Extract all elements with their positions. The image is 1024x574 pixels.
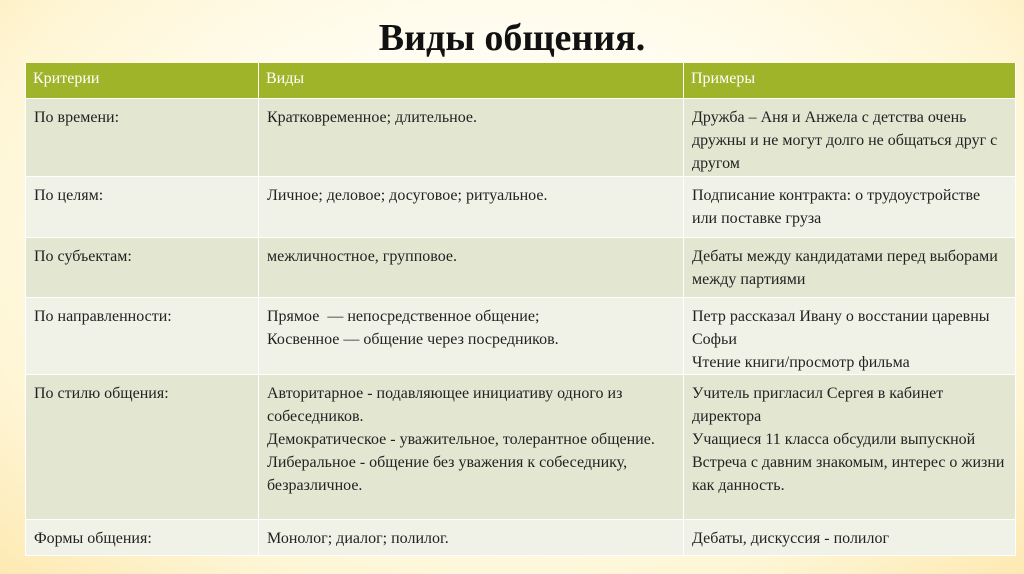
communication-types-table [25,63,1016,556]
types-cell [259,375,684,520]
types-line: Монолог; диалог; полилог. [267,530,449,547]
examples-cell [684,99,1016,177]
types-line: Либеральное - общение без уважения к собеседнику, безразличное. [267,454,632,494]
examples-cell [684,238,1016,298]
criterion-cell: По времени: [26,99,259,177]
examples-cell [684,298,1016,375]
header-examples: Примеры [684,63,1016,99]
header-criteria: Критерии [26,63,259,99]
table-row [26,177,1016,238]
example-line: Чтение книги/просмотр фильма [692,354,910,371]
examples-cell [684,177,1016,238]
types-cell [259,99,684,177]
criterion-cell: По стилю общения: [26,375,259,520]
criterion-cell: По субъектам: [26,238,259,298]
types-line: Авторитарное - подавляющее инициативу одного из собеседников. [267,385,627,425]
types-line: Косвенное — общение через посредников. [267,331,559,348]
table-row [26,520,1016,556]
table-row [26,298,1016,375]
types-line: Прямое — непосредственное общение; [267,308,540,325]
example-line: Учитель пригласил Сергея в кабинет директора [692,385,948,425]
examples-cell [684,375,1016,520]
table-row [26,99,1016,177]
page-title: Виды общения. [378,17,646,59]
criterion-cell: По направленности: [26,298,259,375]
types-line: Демократическое - уважительное, толерантное общение. [267,431,655,448]
criterion-cell: По целям: [26,177,259,238]
example-line: Дебаты, дискуссия - полилог [692,530,890,547]
types-cell [259,238,684,298]
types-cell [259,520,684,556]
table-header-row [26,63,1016,99]
table-row [26,238,1016,298]
example-line: Дебаты между кандидатами перед выборами между партиями [692,248,1002,288]
example-line: Подписание контракта: о трудоустройстве или поставке груза [692,187,985,227]
criterion-cell: Формы общения: [26,520,259,556]
example-line: Учащиеся 11 класса обсудили выпускной [692,431,976,448]
table-row [26,375,1016,520]
types-line: Кратковременное; длительное. [267,109,477,126]
types-cell [259,298,684,375]
types-line: Личное; деловое; досуговое; ритуальное. [267,187,548,204]
types-line: межличностное, групповое. [267,248,458,265]
example-line: Встреча с давним знакомым, интерес о жизни как данность. [692,454,1009,494]
header-types: Виды [259,63,684,99]
example-line: Дружба – Аня и Анжела с детства очень дружны и не могут долго не общаться друг с другом [692,109,1002,172]
examples-cell [684,520,1016,556]
types-cell [259,177,684,238]
example-line: Петр рассказал Ивану о восстании царевны Софьи [692,308,994,348]
